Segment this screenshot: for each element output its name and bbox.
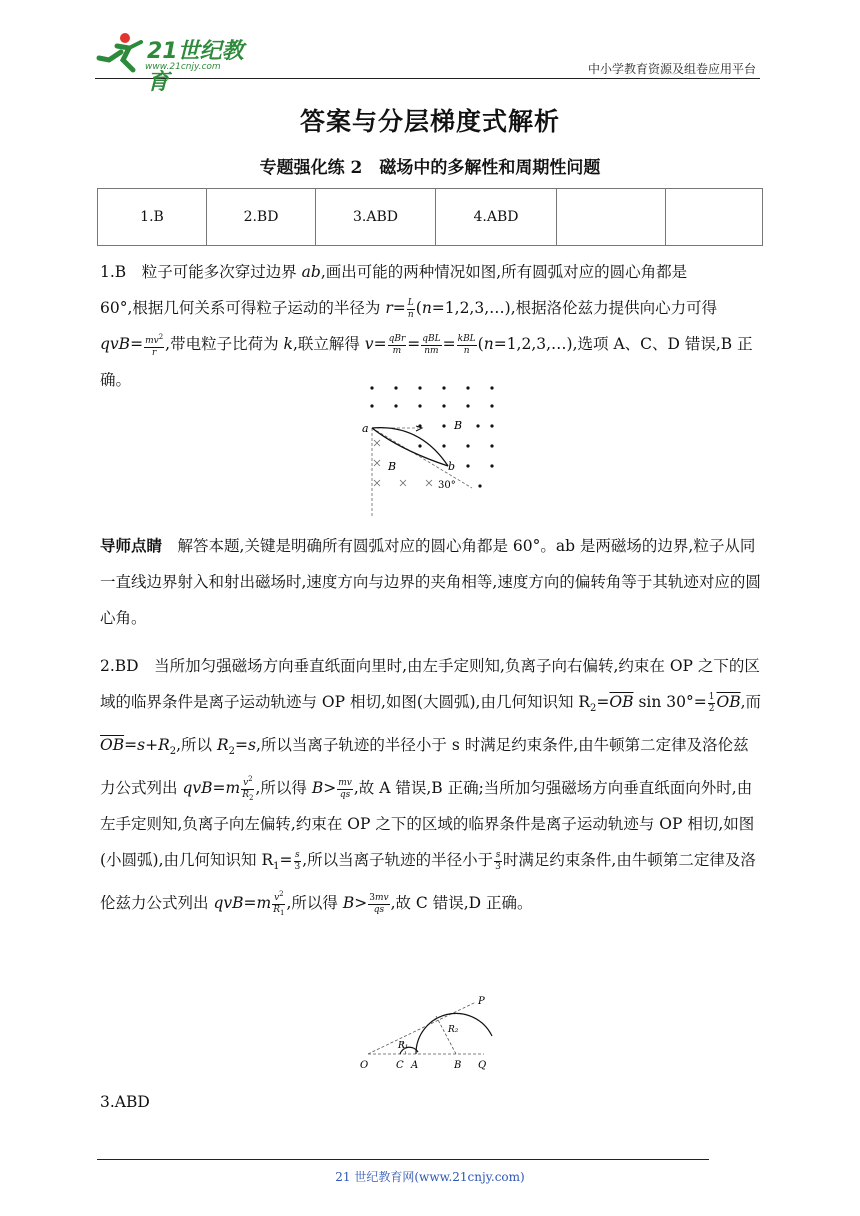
q1-explanation: 1.B 粒子可能多次穿过边界 ab,画出可能的两种情况如图,所有圆弧对应的圆心角都是 60°,根据几何关系可得粒子运动的半径为 r= $\frac{L}{n}$ (n=1,2,3,…),根据洛伦兹力提供向心力可得 qvB= $\frac{mv^2}{r}$ ,带电粒子比荷为 k,联立解得 v= $\frac{\text{qBr}}{m}$ = $\frac{\text{qBL}}{nm}$ = $\frac{\text{kBL}}{n}$ (n=1,2,3,…),选项 A、C、D 错误,B 正确。: [100, 263, 753, 389]
answer-cell-2: 2.BD: [207, 189, 316, 246]
svg-text:P: P: [478, 996, 485, 1007]
magnetic-field-diagram-2: [358, 994, 508, 1076]
tip-paragraph: [100, 528, 764, 636]
q1-label: 1.B: [100, 263, 127, 281]
logo: [95, 30, 265, 95]
logo-url: www.21cnjy.com: [145, 62, 221, 72]
answer-cell-6: [666, 189, 763, 246]
svg-text:O: O: [360, 1060, 369, 1071]
logo-text: 21世纪教育: [147, 39, 244, 95]
svg-text:B: B: [388, 460, 397, 473]
svg-text:30°: 30°: [438, 480, 456, 491]
svg-text:Q: Q: [478, 1060, 487, 1071]
platform-name: 中小学教育资源及组卷应用平台: [587, 62, 756, 76]
runner-logo-icon: [95, 30, 147, 76]
svg-text:A: A: [411, 1060, 419, 1071]
q3-label: 3.ABD: [100, 1093, 150, 1111]
tip-label: 导师点睛: [100, 536, 163, 555]
svg-text:C: C: [396, 1060, 404, 1071]
answer-cell-3: 3.ABD: [316, 189, 436, 246]
tip-text: 解答本题,关键是明确所有圆弧对应的圆心角都是 60°。ab 是两磁场的边界,粒子从同一直线边界射入和射出磁场时,速度方向与边界的夹角相等,速度方向的偏转角等于其轨迹对应的圆心角。: [100, 537, 761, 627]
magnetic-field-diagram-1: [360, 380, 510, 518]
q2-label: 2.BD: [100, 657, 139, 675]
svg-text:R₁: R₁: [398, 1041, 409, 1051]
answer-table: [97, 188, 763, 246]
svg-text:b: b: [448, 460, 456, 473]
page-subtitle: 专题强化练 2 磁场中的多解性和周期性问题: [259, 158, 601, 178]
svg-text:B: B: [454, 419, 463, 432]
q2-explanation: 2.BD 当所加匀强磁场方向垂直纸面向里时,由左手定则知,负离子向右偏转,约束在 OP 之下的区域的临界条件是离子运动轨迹与 OP 相切,如图(大圆弧),由几何知识知 $R_2=\overline{OB}$ sin 30°= $\frac{1}{2}$ $\overline{OB}$,而$\overline{OB}=s+R_2$,所以 $R_2=s$,所以当离子轨迹的半径小于 s 时满足约束条件,由牛顿第二定律及洛伦兹力公式列出 qvB=m $\frac{v^2}{R_2}$ ,所以得 B> $\frac{mv}{qs}$ ,故 A 错误,B 正确;当所加匀强磁场方向垂直纸面向外时,由左手定则知,负离子向左偏转,约束在 OP 之下的区域的临界条件是离子运动轨迹与 OP 相切,如图(小圆弧),由几何知识知 $R_1=$ $\frac{s}{3}$ ,所以当离子轨迹的半径小于 $\frac{s}{3}$ 时满足约束条件,由牛顿第二定律及洛伦兹力公式列出 qvB=m $\frac{v^2}{R_1}$ ,所以得 B> $\frac{3mv}{qs}$ ,故 C 错误,D 正确。: [100, 657, 762, 918]
footer-divider: [97, 1159, 709, 1160]
svg-text:B: B: [454, 1060, 462, 1071]
footer-text: 21 世纪教育网(www.21cnjy.com): [335, 1170, 525, 1184]
answer-cell-5: [557, 189, 666, 246]
svg-text:R₂: R₂: [448, 1025, 459, 1035]
page-header: [95, 30, 760, 95]
answer-cell-4: 4.ABD: [436, 189, 557, 246]
answer-row: [98, 189, 763, 246]
svg-text:a: a: [362, 422, 369, 435]
answer-cell-1: 1.B: [98, 189, 207, 246]
page-title: 答案与分层梯度式解析: [299, 107, 560, 136]
